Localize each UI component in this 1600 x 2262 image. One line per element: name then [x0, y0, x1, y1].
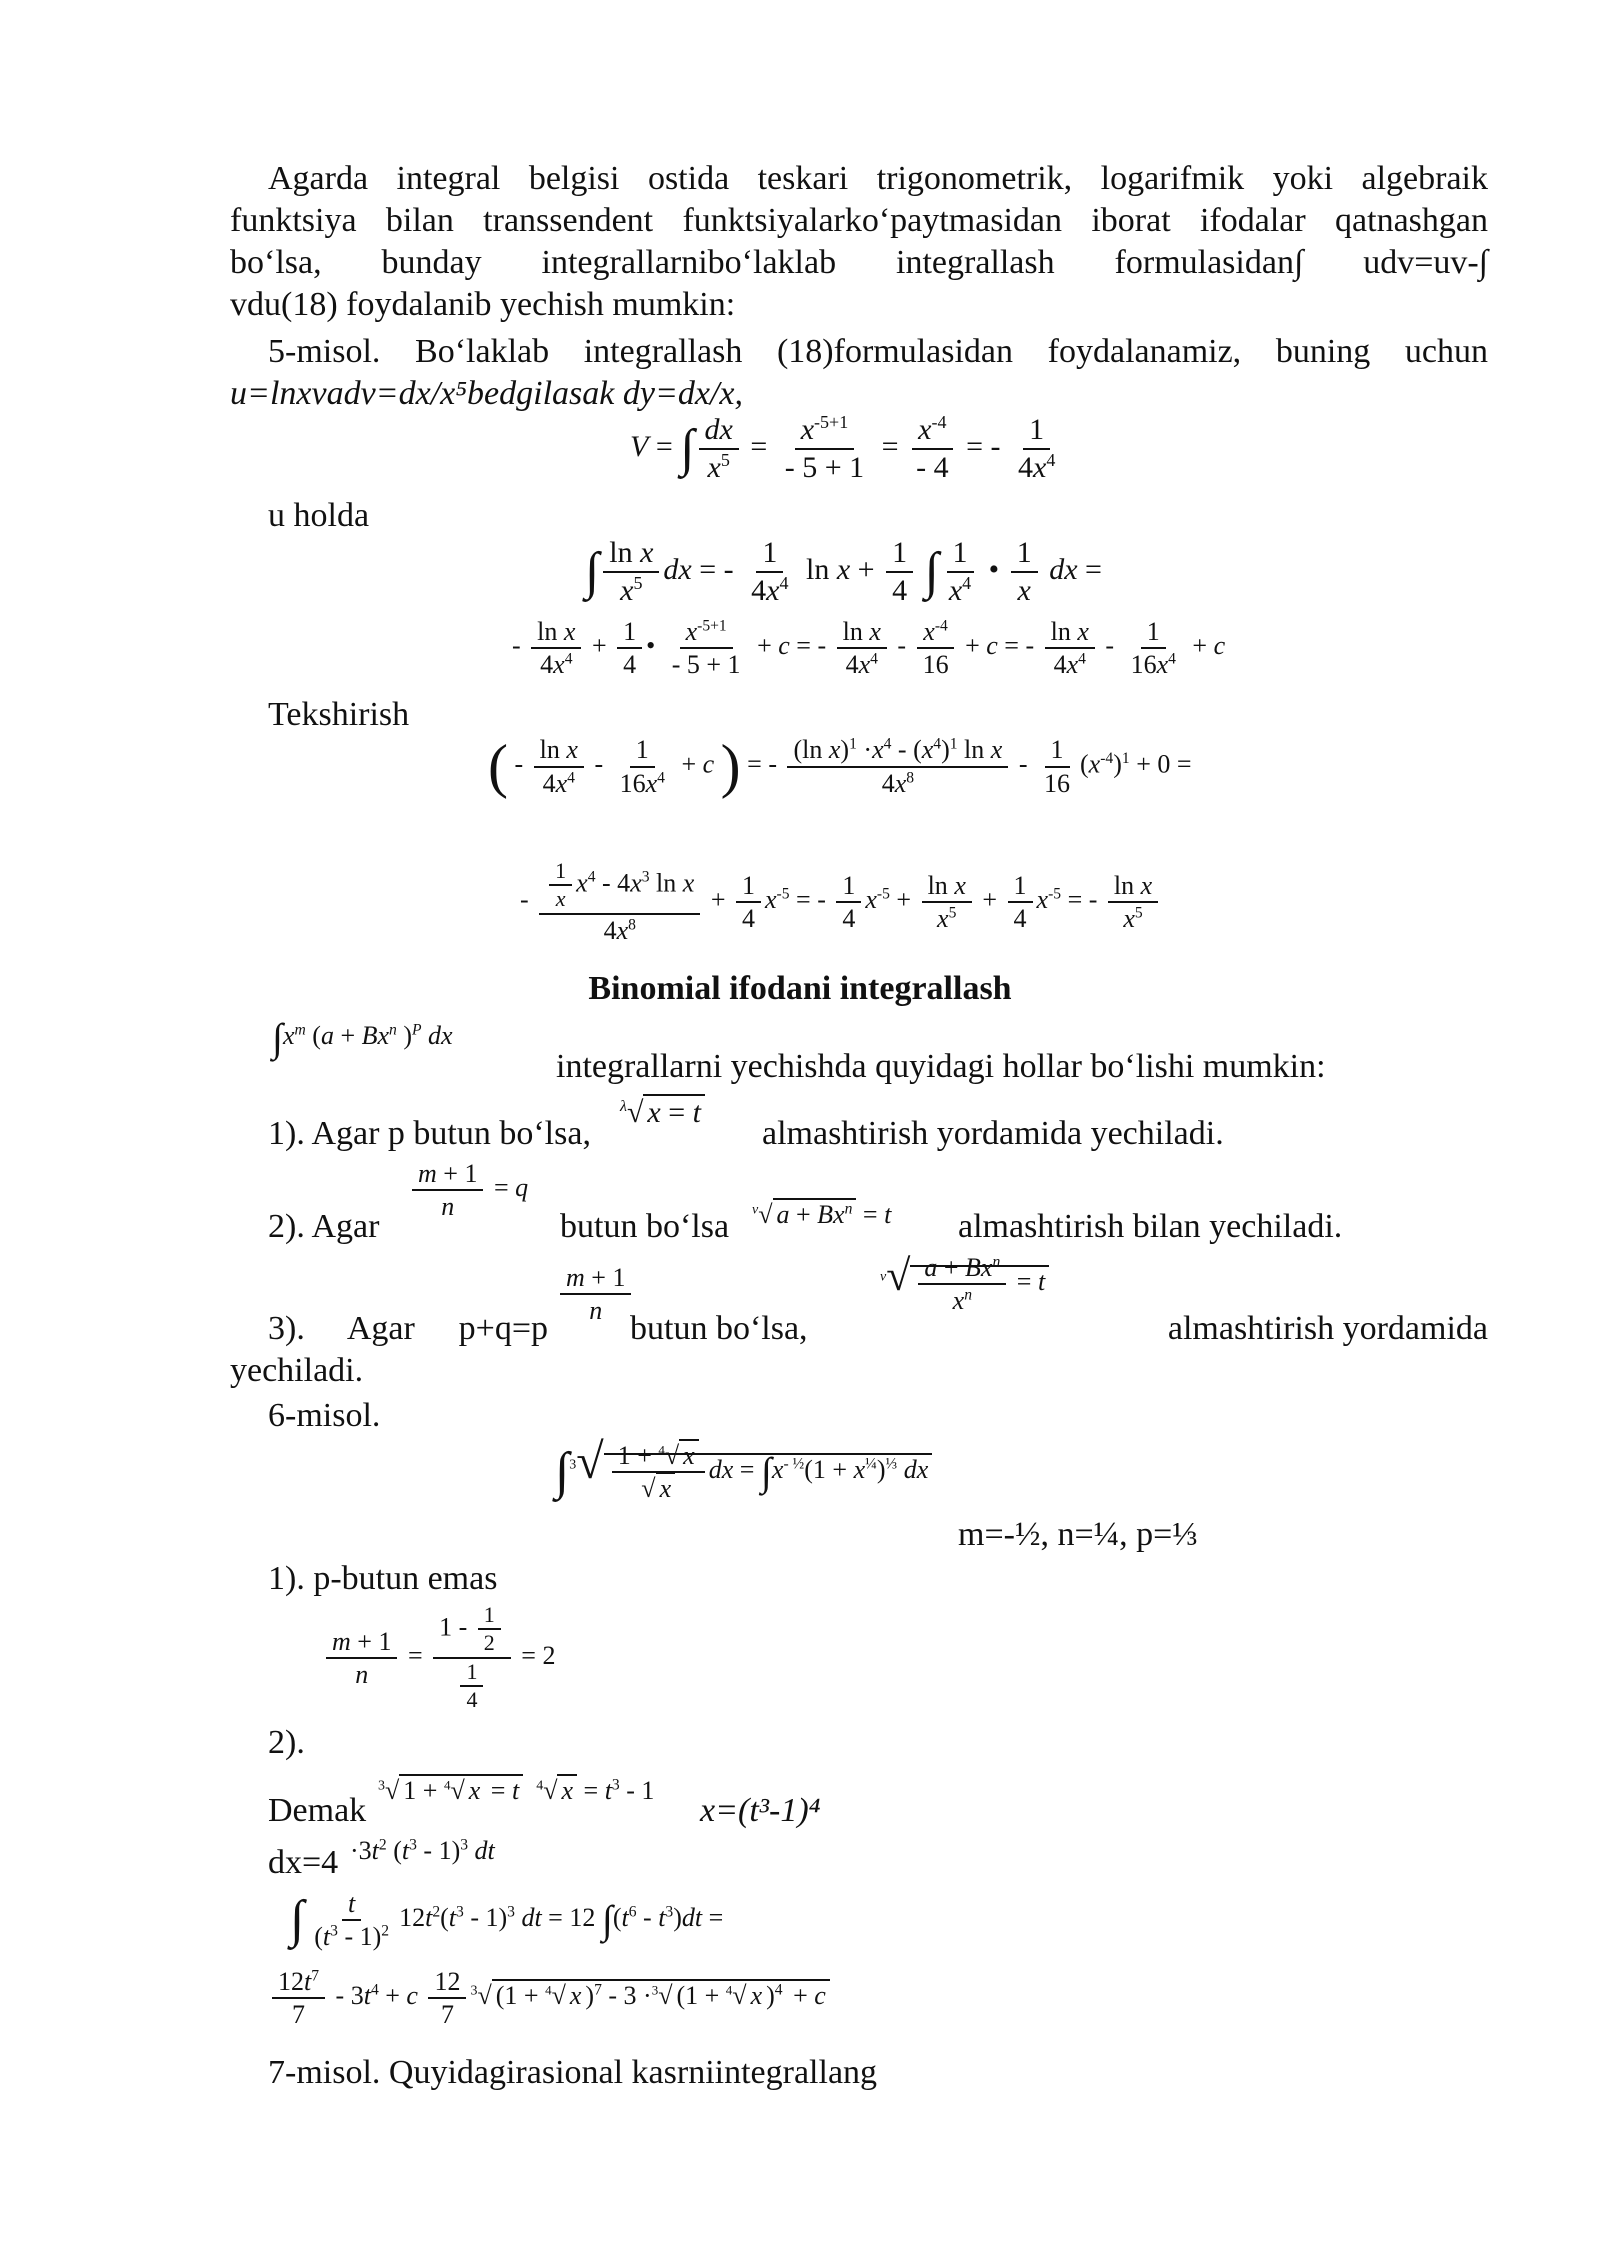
tekshirish-label: Tekshirish [268, 696, 410, 733]
example6-dx: dx=4 [268, 1844, 339, 1881]
case2-text-b: butun bo‘lsa [560, 1208, 730, 1245]
case2-formula: $^\nu$√ $a + Bx^n = t$ [752, 1200, 892, 1229]
case2-frac: $\frac{m + 1}{n}$ = q [408, 1158, 528, 1222]
example6-demak: Demak [268, 1792, 367, 1829]
formula-binomial: $\int x^m$ ($a + Bx^n$ )$^P$ dx [272, 1015, 453, 1060]
section-title: Binomial ifodani integrallash [588, 970, 1012, 1007]
intro-line-4: vdu(18) foydalanib yechish mumkin: [230, 286, 736, 323]
example6-step2: 2). [268, 1724, 305, 1761]
example6-params: m=-½, n=¼, p=⅓ [958, 1516, 1198, 1553]
formula-verification: ( - $\frac{\text{ln x}}{4x^4}$ - $\frac{1}{16x^4}$ + c ) = - $\frac{(\ln x)^1 \cdot x^4 - (x^4)^1 \ln x}{4x^8}$ - $\frac{1}{16}$ $(x^{-4})^1 + 0$ = [488, 733, 1192, 799]
case3-text-c: almashtirish yordamida [1167, 1310, 1488, 1347]
example6-step1: 1). p-butun emas [268, 1560, 498, 1597]
case3-text-b: butun bo‘lsa, [630, 1310, 808, 1347]
example6-label: 6-misol. [268, 1397, 381, 1434]
intro-line-1: Agarda integral belgisi ostida teskari trigonometrik, logarifmik yoki algebraik [268, 160, 1488, 197]
formula-integral-result-t: $\frac{12t^7}{7}$ - $3t^4 + c$ $\frac{12}{7}$ $^3$√ (1 + $^4$√ x )$^7$ - 3 ·$^3$√ (1 + $^4$√ x )$^4$ + c [268, 1966, 830, 2030]
example7-label: 7-misol. Quyidagirasional kasrniintegrallang [268, 2054, 878, 2091]
case2-text-c: almashtirish bilan yechiladi. [958, 1208, 1343, 1245]
formula-dx: $\cdot 3t^2$ $(t^3 - 1)^3$ dt [350, 1836, 495, 1865]
case1-formula: $^\lambda$√ x = t [620, 1096, 705, 1130]
formula-substitution: $^3$√ 1 + $^4$√ x = t $^4$√ $x = t^3 - 1$ [378, 1776, 655, 1805]
case3-frac: $\frac{m + 1}{n}$ [556, 1262, 635, 1326]
example5-line-2: u=lnxvadv=dx/x⁵bedgilasak dy=dx/x, [230, 375, 744, 412]
example6-xeq: x=(t³-1)⁴ [700, 1792, 821, 1829]
intro-line-2: funktsiya bilan transsendent funktsiyalarko‘paytmasidan iborat ifodalar qatnashgan [230, 202, 1488, 239]
case1-text-b: almashtirish yordamida yechiladi. [762, 1115, 1224, 1152]
formula-example6: ∫$^3$√ $\frac{1 + ^4√ x}{√ x}$ dx = $\int x^{- \frac{1}{2}}(1 + x^{\frac{1}{4}})^{\frac{1}{3}}$ dx [555, 1432, 932, 1504]
formula-integral-ln: ∫ $\frac{\text{ln x}}{x^5}$ dx = - $\frac{1}{4x^4}$ ln x + $\frac{1}{4}$ ∫ $\frac{1}{x^4}$ • $\frac{1}{x}$ dx = [585, 536, 1102, 607]
intro-line-3: bo‘lsa, bunday integrallarnibo‘laklab integrallash formulasidan∫ udv=uv-∫ [230, 244, 1488, 281]
formula-integral-result: - $\frac{\text{ln x}}{4x^4}$ + $\frac{1}{4}$ • $\frac{x^{-5+1}}{- 5 + 1}$ + c = - $\frac{\text{ln x}}{4x^4}$ - $\frac{x^{-4}}{16}$ + c = - $\frac{\text{ln x}}{4x^4}$ - $\frac{1}{16x^4}$ + c [512, 617, 1226, 680]
case2-text-a: 2). Agar [268, 1208, 380, 1245]
example5-line-1: 5-misol. Bo‘laklab integrallash (18)formulasidan foydalanamiz, buning uchun [268, 333, 1488, 370]
formula-verification-2: - $\frac{1}{x}$ $x^4 - 4x^3$ ln x $4x^8$ + $\frac{1}{4}$ $x^{-5}$ = - $\frac{1}{4}$ $x^{-5}$ + $\frac{\text{ln x}}{x^5}$ + $\frac{1}{4}$ $x^{-5}$ = - $\frac{\text{ln x}}{x^5}$ [520, 858, 1162, 946]
case1-text-a: 1). Agar p butun bo‘lsa, [268, 1115, 591, 1152]
formula-integral-t: ∫ $\frac{t}{(t^3 - 1)^2}$ $12t^2(t^3 - 1)^3$ dt = 12 $\int(t^6 - t^3)dt$ = [290, 1889, 724, 1952]
case3-text-a: 3). Agar p+q=p [268, 1310, 548, 1347]
formula-q: $\frac{m + 1}{n}$ = 1 - $\frac{1}{2}$ $\frac{1}{4}$ = 2 [322, 1602, 555, 1714]
u-holda-label: u holda [268, 497, 370, 534]
case3-formula: $^\nu$√ $\frac{a + Bx^n}{x^n}$ = t [880, 1250, 1049, 1316]
case3-text-d: yechiladi. [230, 1352, 364, 1389]
formula-v: V = ∫ $\frac{dx}{x^5}$ = $\frac{x^{-5+1}}{- 5 + 1}$ = $\frac{x^{-4}}{- 4}$ = - $\frac{1}{4x^4}$ [630, 412, 1056, 484]
binomial-intro: integrallarni yechishda quyidagi hollar bo‘lishi mumkin: [556, 1048, 1326, 1085]
